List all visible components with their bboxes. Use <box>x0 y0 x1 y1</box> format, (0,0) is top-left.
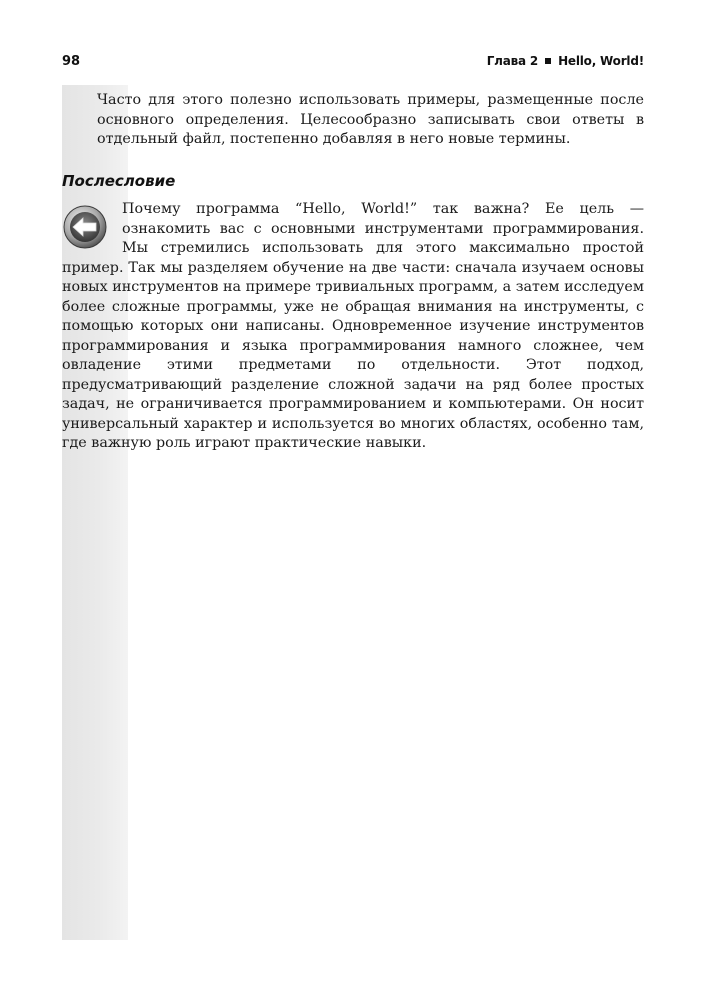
page-number: 98 <box>62 54 81 69</box>
chapter-title: Hello, World! <box>558 54 644 68</box>
running-title <box>487 54 644 68</box>
afterword-text: Почему программа “Hello, World!” так важна? Ее цель — ознакомить вас с основными инструментами программирования. Мы стремились использовать для этого максимально простой пример. Так мы разделяем обучение на две части: сначала изучаем основы новых инструментов на примере тривиальных программ, а затем исследуем более сложные программы, уже не обращая внимания на инструменты, с помощью которых они написаны. Одновременное изучение инструментов программирования и языка программирования намного сложнее, чем овладение этими предметами по отдельности. Этот подход, предусматривающий разделение сложной задачи на ряд более простых задач, не ограничивается программированием и компьютерами. Он носит универсальный характер и используется во многих областях, особенно там, где важную роль играют практические навыки. <box>62 201 644 451</box>
square-bullet-icon <box>545 58 551 64</box>
running-header <box>62 54 644 74</box>
body-paragraph-afterword <box>62 200 644 454</box>
icon-spacer <box>62 200 122 256</box>
chapter-label: Глава 2 <box>486 54 539 68</box>
section-heading: Послесловие <box>62 172 176 190</box>
body-paragraph-intro: Часто для этого полезно использовать примеры, размещенные после основного определения. Целесообразно записывать свои ответы в отдельный файл, постепенно добавляя в него новые термины. <box>97 92 644 147</box>
